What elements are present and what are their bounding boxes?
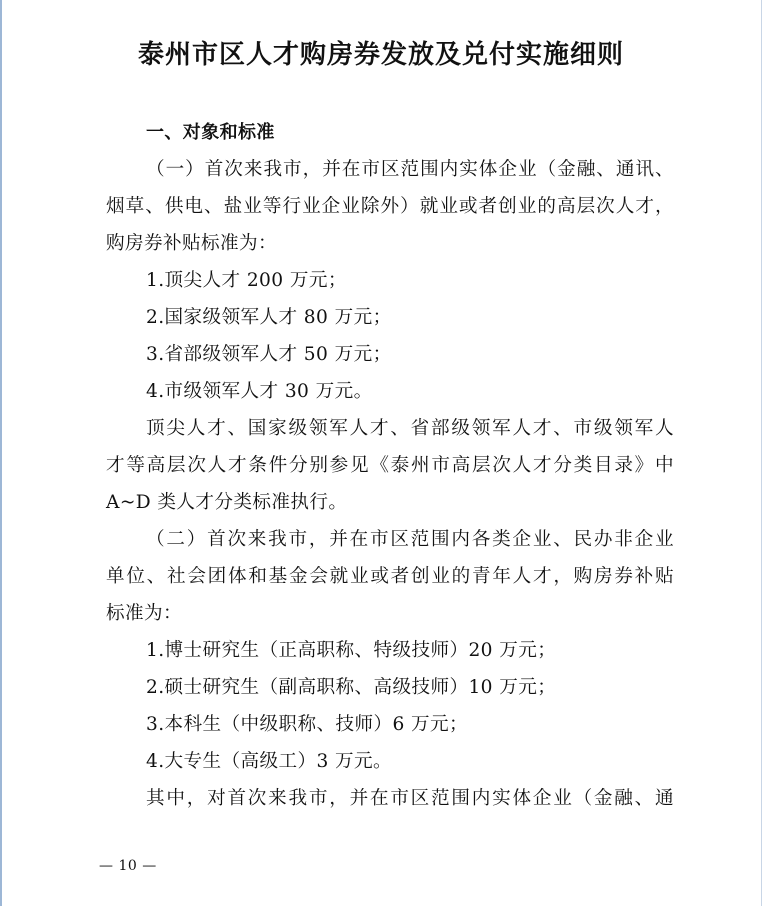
paragraph-line: 其中，对首次来我市，并在市区范围内实体企业（金融、通 xyxy=(146,788,674,809)
list-item: 4.市级领军人才 30 万元。 xyxy=(146,381,373,402)
document-body xyxy=(106,114,674,817)
page-number: — 10 — xyxy=(99,858,157,874)
document-title: 泰州市区人才购房券发放及兑付实施细则 xyxy=(137,40,624,70)
paragraph-line: （一）首次来我市，并在市区范围内实体企业（金融、通讯、 xyxy=(146,159,674,180)
paragraph-line: A~D 类人才分类标准执行。 xyxy=(106,492,348,513)
page-left-border xyxy=(0,0,2,906)
paragraph-line: 才等高层次人才条件分别参见《泰州市高层次人才分类目录》中 xyxy=(106,455,674,476)
section-heading: 一、对象和标准 xyxy=(146,122,275,143)
list-item: 2.国家级领军人才 80 万元； xyxy=(146,307,392,328)
list-item: 4.大专生（高级工）3 万元。 xyxy=(146,751,393,772)
list-item: 1.博士研究生（正高职称、特级技师）20 万元； xyxy=(146,640,557,661)
paragraph-line: 标准为： xyxy=(106,603,182,624)
paragraph-line: 单位、社会团体和基金会就业或者创业的青年人才，购房券补贴 xyxy=(106,566,674,587)
paragraph-line: 烟草、供电、盐业等行业企业除外）就业或者创业的高层次人才， xyxy=(106,196,674,217)
list-item: 3.本科生（中级职称、技师）6 万元； xyxy=(146,714,468,735)
paragraph-line: 购房券补贴标准为： xyxy=(106,233,277,254)
list-item: 2.硕士研究生（副高职称、高级技师）10 万元； xyxy=(146,677,557,698)
list-item: 3.省部级领军人才 50 万元； xyxy=(146,344,392,365)
paragraph-line: 顶尖人才、国家级领军人才、省部级领军人才、市级领军人 xyxy=(146,418,674,439)
list-item: 1.顶尖人才 200 万元； xyxy=(146,270,347,291)
paragraph-line: （二）首次来我市，并在市区范围内各类企业、民办非企业 xyxy=(146,529,674,550)
